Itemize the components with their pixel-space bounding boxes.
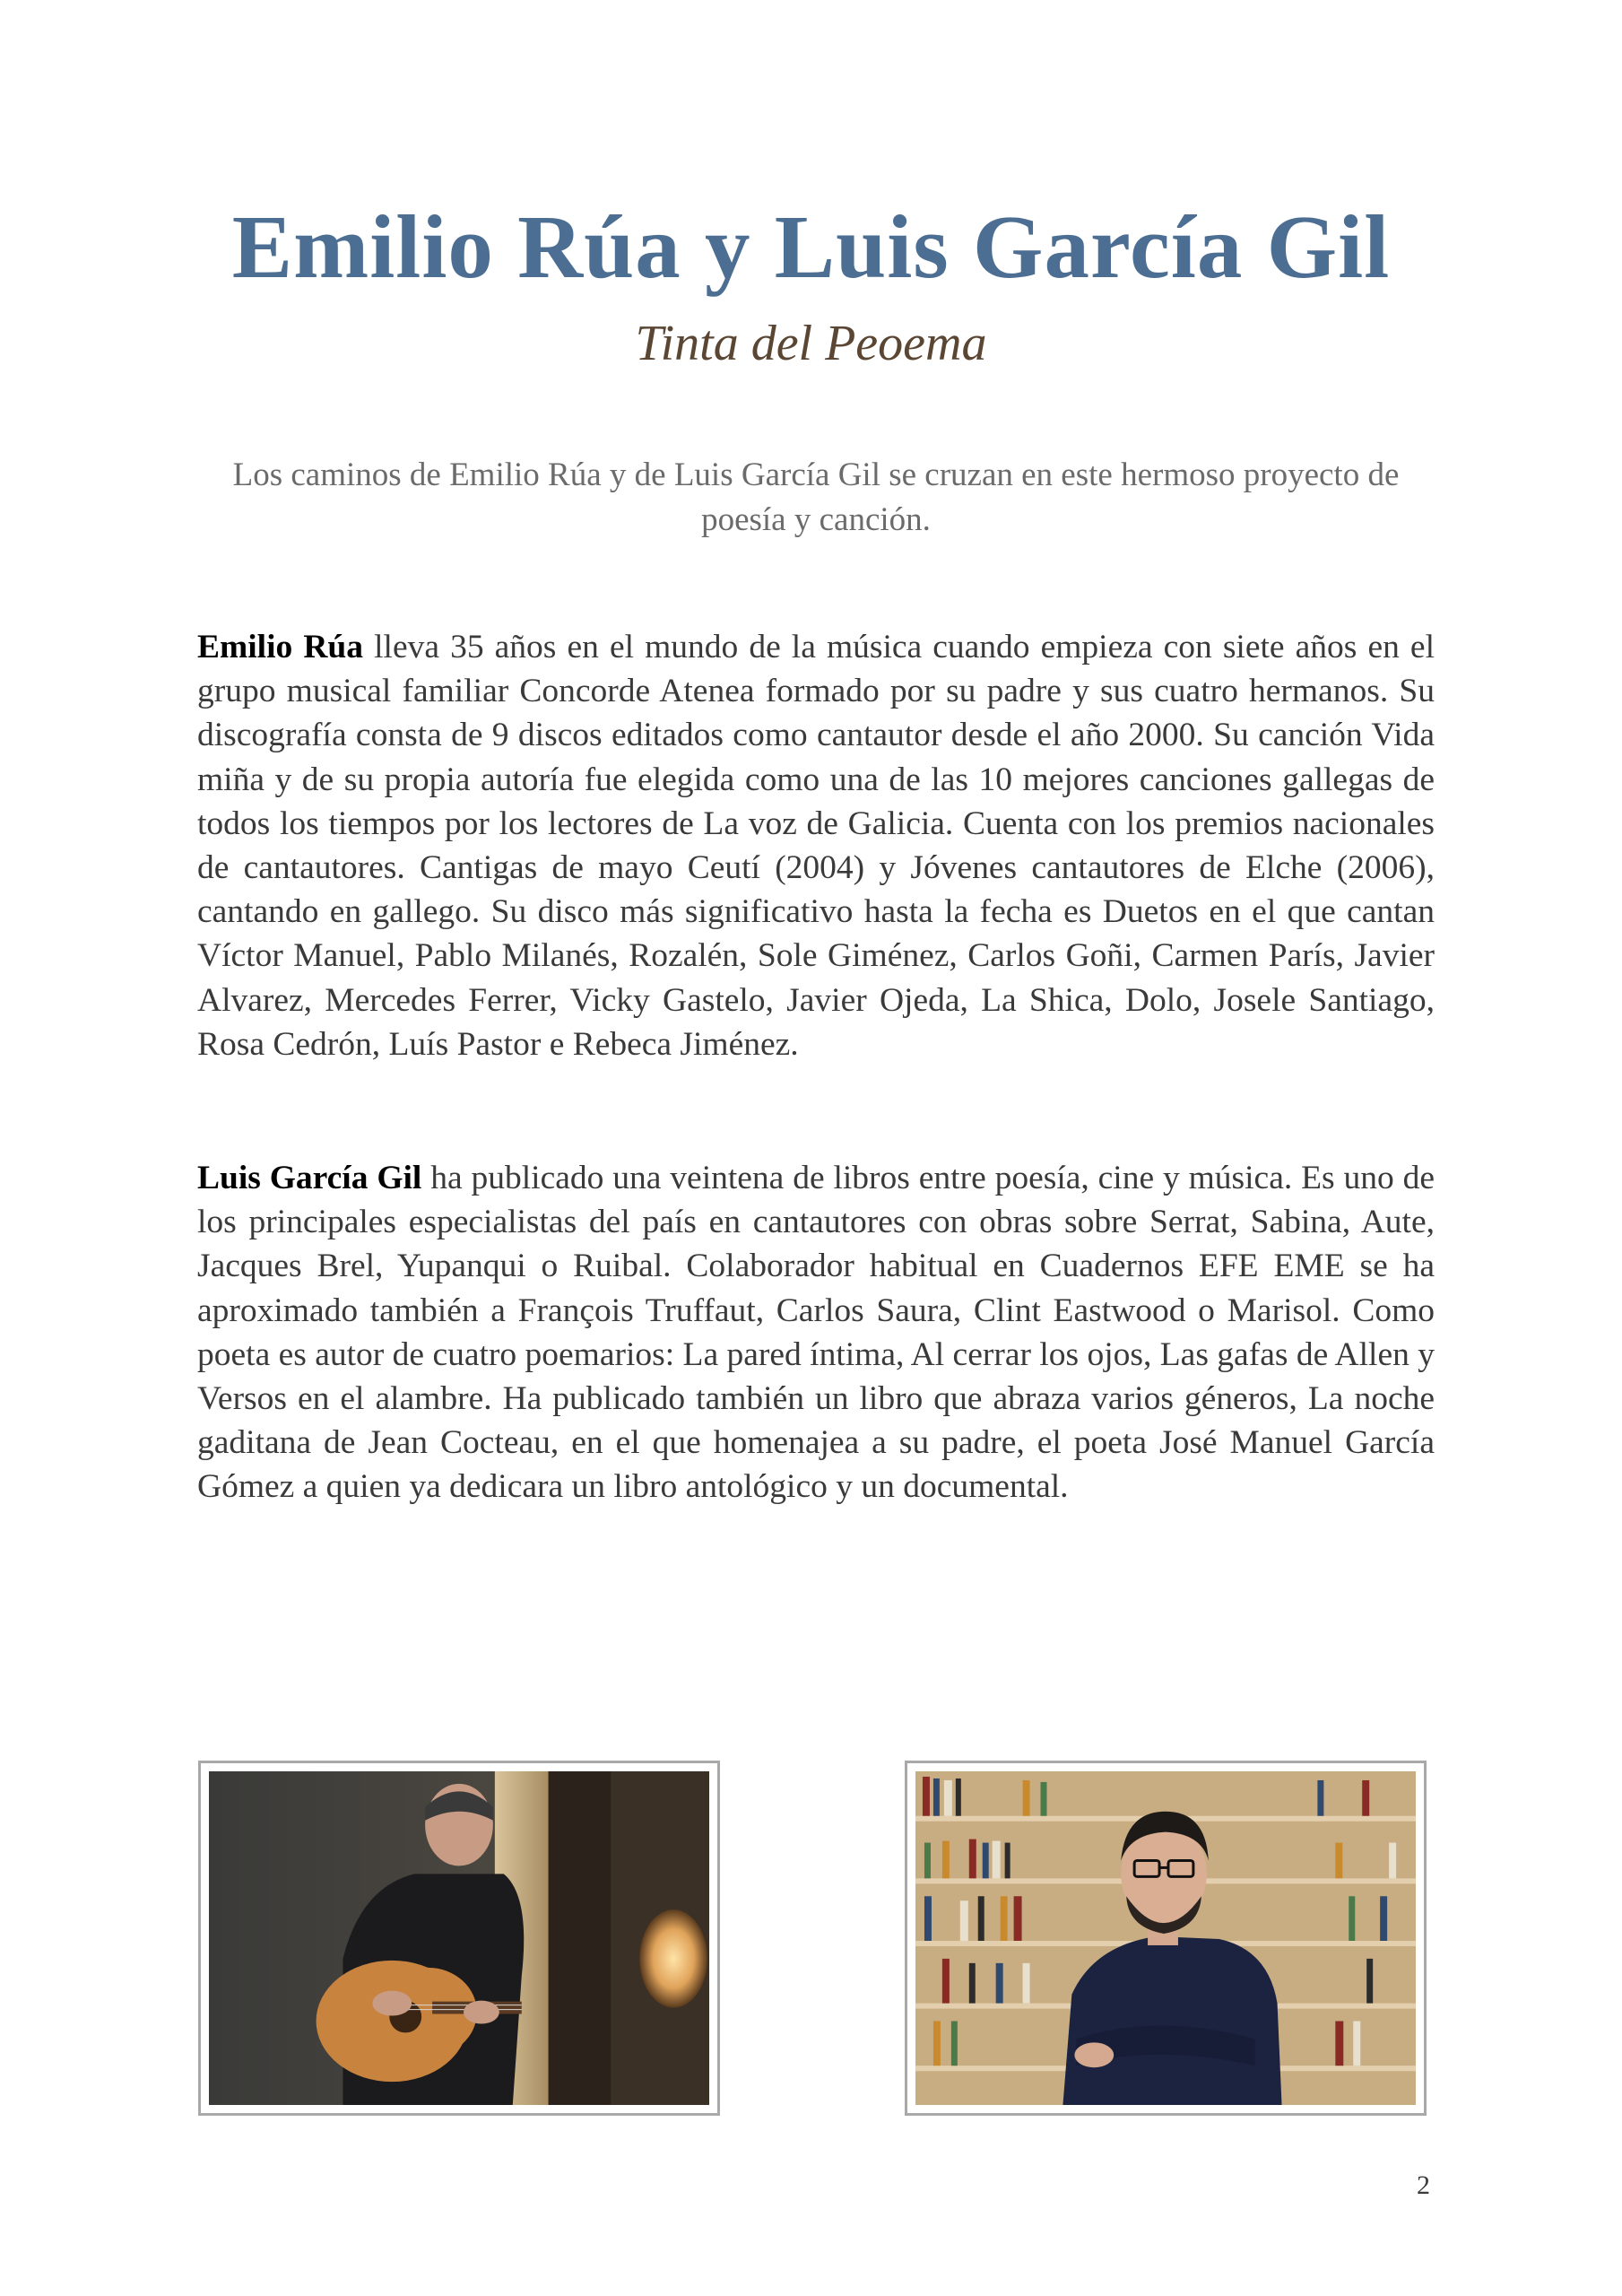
bio-name: Emilio Rúa <box>197 629 364 665</box>
bio-paragraph-emilio-rua <box>197 625 1435 1066</box>
bio-text: ha publicado una veintena de libros entre poesía, cine y música. Es uno de los principales especialistas del país en cantautores con obras sobre Serrat, Sabina, Aute, Jacques Brel, Yupanqui o Ruibal. Colaborador habitual en Cuadernos EFE EME se ha aproximado también a François Truffaut, Carlos Saura, Clint Eastwood o Marisol. Como poeta es autor de cuatro poemarios: La pared íntima, Al cerrar los ojos, Las gafas de Allen y Versos en el alambre. Ha publicado también un libro que abraza varios géneros, La noche gaditana de Jean Cocteau, en el que homenajea a su padre, el poeta José Manuel García Gómez a quien ya dedicara un libro antológico y un documental. <box>197 1160 1435 1506</box>
bookshelf-portrait-photo <box>915 1771 1416 2105</box>
bio-name: Luis García Gil <box>197 1160 422 1196</box>
photo-luis-garcia-gil <box>905 1761 1427 2116</box>
photo-emilio-rua <box>198 1761 720 2116</box>
intro-paragraph: Los caminos de Emilio Rúa y de Luis García Gil se cruzan en este hermoso proyecto de poesía y canción. <box>232 457 1400 538</box>
page-title: Emilio Rúa y Luis García Gil <box>231 196 1391 297</box>
bio-text: lleva 35 años en el mundo de la música cuando empieza con siete años en el grupo musical familiar Concorde Atenea formado por su padre y sus cuatro hermanos. Su discografía consta de 9 discos editados como cantautor desde el año 2000. Su canción Vida miña y de su propia autoría fue elegida como una de las 10 mejores canciones gallegas de todos los tiempos por los lectores de La voz de Galicia. Cuenta con los premios nacionales de cantautores. Cantigas de mayo Ceutí (2004) y Jóvenes cantautores de Elche (2006), cantando en gallego. Su disco más significativo hasta la fecha es Duetos en el que cantan Víctor Manuel, Pablo Milanés, Rozalén, Sole Giménez, Carlos Goñi, Carmen París, Javier Alvarez, Mercedes Ferrer, Vicky Gastelo, Javier Ojeda, La Shica, Dolo, Josele Santiago, Rosa Cedrón, Luís Pastor e Rebeca Jiménez. <box>197 629 1435 1063</box>
bio-paragraph-luis-garcia-gil <box>197 1156 1435 1509</box>
page-number: 2 <box>1417 2170 1430 2200</box>
guitarist-photo <box>209 1771 709 2105</box>
page-subtitle: Tinta del Peoema <box>635 316 987 371</box>
